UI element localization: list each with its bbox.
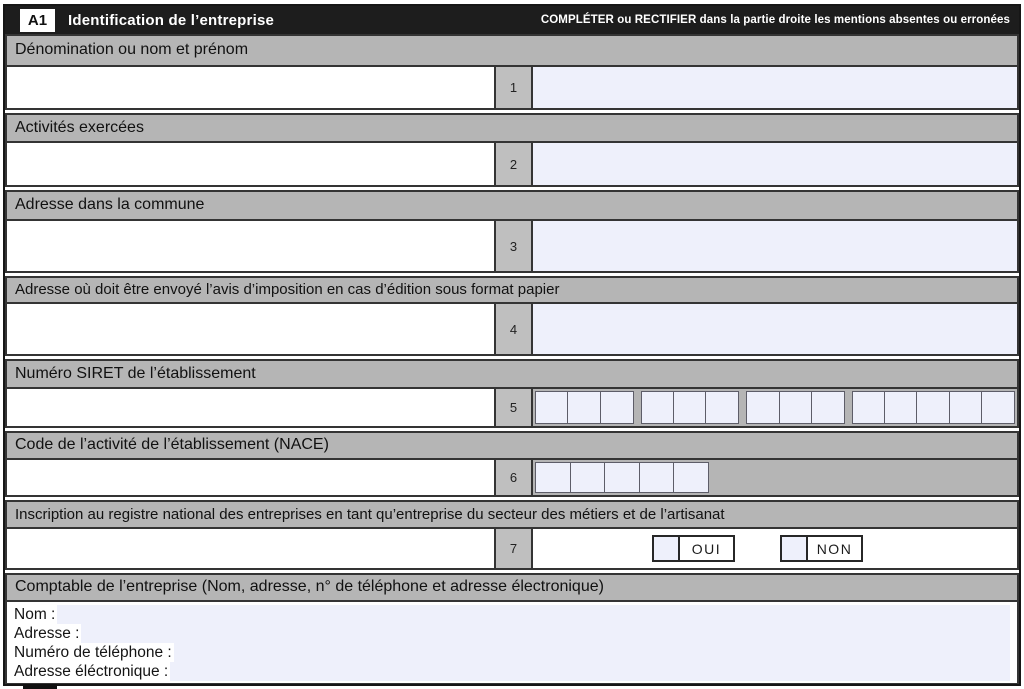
non-label: NON [806,535,863,562]
field-6-number: 6 [496,460,533,495]
siret-digit-box[interactable] [779,391,813,424]
field-block-1 [5,34,1019,110]
nace-char-box[interactable] [535,462,571,493]
siret-digit-box[interactable] [535,391,569,424]
section-title: Identification de l’entreprise [68,11,275,29]
field-1-left-input[interactable] [7,67,496,108]
accountant-line-address [14,624,1010,643]
siret-digit-box[interactable] [567,391,601,424]
field-4-left-input[interactable] [7,304,496,354]
accountant-address-input[interactable] [81,624,1010,643]
siret-digit-box[interactable] [852,391,886,424]
field-4-label: Adresse où doit être envoyé l’avis d’imposition en cas d’édition sous format papier [7,278,1017,304]
digit-box-group [535,391,634,424]
accountant-label: Comptable de l’entreprise (Nom, adresse, n° de téléphone et adresse électronique) [7,575,1017,602]
accountant-name-input[interactable] [57,605,1010,624]
siret-digit-box[interactable] [884,391,918,424]
choice-non [780,535,863,562]
field-7-number: 7 [496,529,533,568]
field-block-2 [5,113,1019,187]
field-1-right-input[interactable] [533,67,1017,108]
field-4-right-input[interactable] [533,304,1017,354]
siret-digit-box[interactable] [811,391,845,424]
siret-digit-box[interactable] [641,391,675,424]
field-7-label: Inscription au registre national des entreprises en tant qu’entreprise du secteur des métiers et de l’artisanat [7,502,1017,529]
field-3-label: Adresse dans la commune [7,192,1017,221]
field-2-number: 2 [496,143,533,185]
accountant-line-name [14,605,1010,624]
accountant-email-label: Adresse éléctronique : [14,662,169,680]
field-1-label: Dénomination ou nom et prénom [7,36,1017,67]
accountant-phone-label: Numéro de téléphone : [14,643,172,661]
field-block-6 [5,431,1019,497]
field-6-left-input[interactable] [7,460,496,495]
field-block-7 [5,500,1019,570]
form-section-a1 [3,4,1021,686]
accountant-area [7,602,1017,683]
digit-box-group [852,391,1015,424]
siret-digit-box[interactable] [949,391,983,424]
field-2-label: Activités exercées [7,115,1017,143]
field-block-3 [5,190,1019,273]
nace-box-groups [533,460,711,495]
field-5-right-area [533,389,1017,426]
siret-box-groups [533,389,1017,426]
field-7-left-input[interactable] [7,529,496,568]
oui-label: OUI [678,535,735,562]
next-section-peek [23,684,57,689]
section-header [5,6,1019,34]
field-block-4 [5,276,1019,356]
siret-digit-box[interactable] [746,391,780,424]
field-5-number: 5 [496,389,533,426]
accountant-block [5,573,1019,684]
field-3-number: 3 [496,221,533,271]
field-3-right-input[interactable] [533,221,1017,271]
siret-digit-box[interactable] [673,391,707,424]
field-7-right-area [533,529,1017,568]
section-instruction: COMPLÉTER ou RECTIFIER dans la partie droite les mentions absentes ou erronées [540,14,1010,26]
accountant-name-label: Nom : [14,605,56,623]
field-4-number: 4 [496,304,533,354]
nace-char-box[interactable] [639,462,675,493]
digit-box-group [746,391,845,424]
field-5-label: Numéro SIRET de l’établissement [7,361,1017,389]
non-checkbox[interactable] [780,535,808,562]
field-2-left-input[interactable] [7,143,496,185]
field-3-left-input[interactable] [7,221,496,271]
field-6-label: Code de l’activité de l’établissement (NACE) [7,433,1017,460]
field-6-right-area [533,460,1017,495]
digit-box-group [641,391,740,424]
oui-checkbox[interactable] [652,535,680,562]
siret-digit-box[interactable] [705,391,739,424]
section-code-badge: A1 [20,9,55,32]
accountant-email-input[interactable] [170,662,1010,681]
accountant-line-email [14,662,1010,681]
accountant-line-phone [14,643,1010,662]
nace-char-box[interactable] [604,462,640,493]
siret-digit-box[interactable] [600,391,634,424]
field-block-5 [5,359,1019,428]
siret-digit-box[interactable] [981,391,1015,424]
field-2-right-input[interactable] [533,143,1017,185]
nace-char-box[interactable] [570,462,606,493]
field-1-number: 1 [496,67,533,108]
accountant-phone-input[interactable] [174,643,1010,662]
field-5-left-input[interactable] [7,389,496,426]
accountant-address-label: Adresse : [14,624,80,642]
nace-char-box[interactable] [673,462,709,493]
siret-digit-box[interactable] [916,391,950,424]
choice-oui [652,535,735,562]
digit-box-group [535,462,709,493]
